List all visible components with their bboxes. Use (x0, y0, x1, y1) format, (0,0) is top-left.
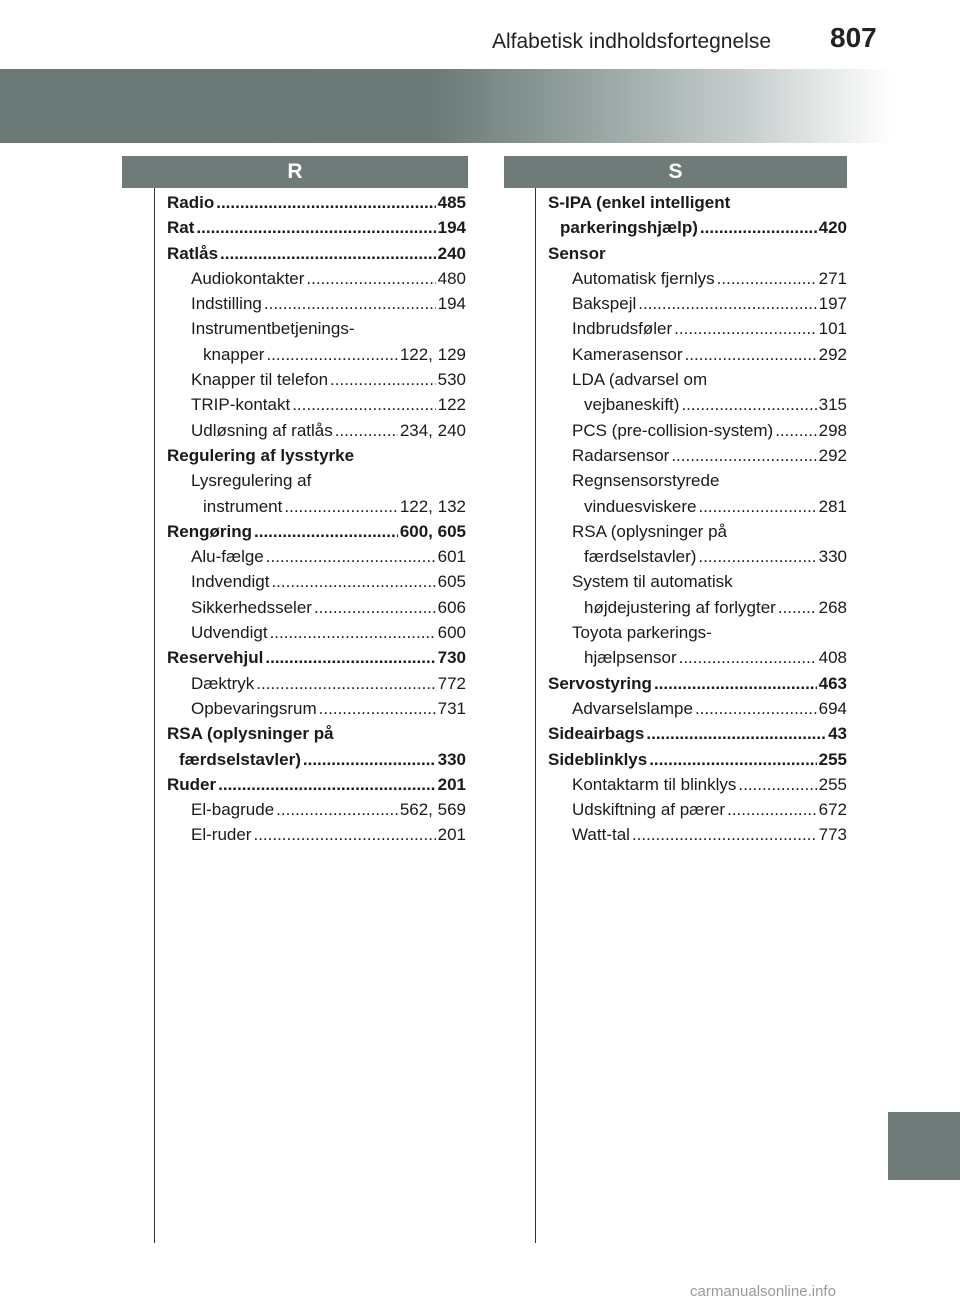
dot-leader (271, 569, 435, 594)
index-term: Opbevaringsrum (191, 698, 317, 718)
page-title: Alfabetisk indholdsfortegnelse (492, 30, 772, 53)
page-reference: 292 (818, 344, 847, 364)
dot-leader (270, 620, 436, 645)
dot-leader (778, 595, 817, 620)
index-term: Automatisk fjernlys (572, 268, 715, 288)
index-term: Rengøring (167, 521, 252, 541)
page-reference: 408 (818, 648, 847, 668)
index-term: Toyota parkerings- (572, 623, 712, 643)
index-entry (548, 494, 847, 519)
dot-leader (220, 241, 436, 266)
index-entry (548, 544, 847, 569)
index-entry (548, 316, 847, 341)
index-entry (167, 190, 466, 215)
index-entry (548, 772, 847, 797)
index-term: hjælpsensor (584, 648, 677, 668)
dot-leader (284, 494, 397, 519)
page-reference: 122, 132 (399, 496, 466, 516)
index-entry (548, 797, 847, 822)
index-entry (548, 645, 847, 670)
index-entry (167, 418, 466, 443)
page-reference: 330 (437, 749, 466, 769)
page-reference: 255 (818, 774, 847, 794)
dot-leader (266, 342, 397, 367)
index-entry (167, 747, 466, 772)
dot-leader (303, 747, 436, 772)
index-entry (548, 721, 847, 746)
dot-leader (700, 215, 817, 240)
page-reference: 485 (437, 193, 466, 212)
index-entry (167, 494, 466, 519)
index-entry (167, 291, 466, 316)
index-entry (548, 291, 847, 316)
index-entry (548, 367, 847, 392)
index-term: Regulering af lysstyrke (167, 445, 355, 465)
dot-leader (685, 342, 817, 367)
index-entry (167, 241, 466, 266)
index-term: Indbrudsføler (572, 319, 673, 339)
page-reference: 772 (437, 673, 466, 693)
index-term: Advarselslampe (572, 698, 693, 718)
dot-leader (646, 721, 826, 746)
page-reference: 463 (818, 673, 847, 693)
index-entry (167, 822, 466, 847)
index-entry (167, 569, 466, 594)
thumb-index-tab (888, 1112, 960, 1180)
dot-leader (695, 696, 817, 721)
index-term: TRIP-kontakt (191, 395, 291, 415)
index-entry (167, 215, 466, 240)
index-entry (167, 671, 466, 696)
page-reference: 562, 569 (399, 800, 466, 820)
page-reference: 730 (437, 648, 466, 668)
index-term: Udskiftning af pærer (572, 800, 726, 820)
index-entry (548, 620, 847, 645)
index-entry (548, 671, 847, 696)
index-term: Reservehjul (167, 648, 264, 668)
page-reference: 122 (437, 395, 466, 415)
index-term: Audiokontakter (191, 268, 305, 288)
index-entry (167, 468, 466, 493)
page-reference: 201 (437, 774, 466, 794)
index-entry (548, 747, 847, 772)
page-reference: 268 (818, 597, 847, 617)
dot-leader (727, 797, 817, 822)
dot-leader (276, 797, 398, 822)
index-term: RSA (oplysninger på (167, 724, 334, 744)
index-column-r (167, 190, 466, 848)
watermark: carmanualsonline.info (690, 1283, 836, 1300)
index-term: Lysregulering af (191, 471, 312, 491)
index-term: Instrumentbetjenings- (191, 319, 355, 339)
index-entry (548, 822, 847, 847)
index-entry (167, 367, 466, 392)
page-reference: 201 (437, 825, 466, 845)
index-term: Radarsensor (572, 445, 670, 465)
index-term: Sideblinklys (548, 749, 648, 769)
index-entry (548, 569, 847, 594)
page-reference: 480 (437, 268, 466, 288)
section-header-s: S (504, 156, 847, 188)
index-term: vinduesviskere (584, 496, 697, 516)
index-entry (548, 696, 847, 721)
index-term: Radio (167, 193, 215, 212)
dot-leader (681, 392, 816, 417)
page-reference: 731 (437, 698, 466, 718)
index-entry (548, 190, 847, 215)
index-term: Rat (167, 218, 195, 238)
page-reference: 271 (818, 268, 847, 288)
index-term: Indvendigt (191, 572, 270, 592)
index-entry (548, 241, 847, 266)
index-term: Watt-tal (572, 825, 630, 845)
index-entry (548, 266, 847, 291)
page-reference: 194 (437, 218, 466, 238)
index-entry (548, 519, 847, 544)
index-term: RSA (oplysninger på (572, 521, 727, 541)
index-term: Dæktryk (191, 673, 255, 693)
index-entry (167, 645, 466, 670)
dot-leader (671, 443, 816, 468)
dot-leader (306, 266, 435, 291)
index-term: Udløsning af ratlås (191, 420, 333, 440)
page-reference: 122, 129 (399, 344, 466, 364)
dot-leader (638, 291, 816, 316)
dot-leader (319, 696, 436, 721)
page-reference: 420 (818, 218, 847, 238)
index-entry (167, 797, 466, 822)
index-term: S-IPA (enkel intelligent (548, 193, 731, 212)
index-term: Bakspejl (572, 294, 637, 314)
index-entry (167, 544, 466, 569)
index-entry (167, 443, 466, 468)
index-entry (167, 620, 466, 645)
index-term: Knapper til telefon (191, 370, 329, 390)
column-divider (154, 188, 155, 1243)
dot-leader (330, 367, 436, 392)
index-entry (167, 316, 466, 341)
index-term: Ratlås (167, 243, 219, 263)
index-entry (167, 595, 466, 620)
index-term: færdselstavler) (584, 547, 697, 567)
dot-leader (218, 772, 436, 797)
index-entry (548, 468, 847, 493)
index-term: parkeringshjælp) (560, 218, 698, 238)
index-entry (167, 772, 466, 797)
page-reference: 281 (818, 496, 847, 516)
index-term: System til automatisk (572, 572, 733, 592)
index-entry (548, 595, 847, 620)
page-reference: 600 (437, 623, 466, 643)
dot-leader (292, 392, 435, 417)
index-entry (548, 215, 847, 240)
index-entry (167, 342, 466, 367)
index-term: PCS (pre-collision-system) (572, 420, 774, 440)
page-reference: 606 (437, 597, 466, 617)
dot-leader (264, 291, 436, 316)
page-reference: 330 (818, 547, 847, 567)
index-entry (167, 519, 466, 544)
page-reference: 315 (818, 395, 847, 415)
page-reference: 194 (437, 294, 466, 314)
dot-leader (266, 544, 436, 569)
dot-leader (253, 822, 435, 847)
page-reference: 255 (818, 749, 847, 769)
index-term: Regnsensorstyrede (572, 471, 720, 491)
dot-leader (196, 215, 435, 240)
dot-leader (216, 190, 435, 215)
page-reference: 43 (828, 724, 847, 744)
dot-leader (738, 772, 816, 797)
dot-leader (335, 418, 398, 443)
dot-leader (775, 418, 816, 443)
dot-leader (698, 494, 816, 519)
index-term: Ruder (167, 774, 217, 794)
index-term: LDA (advarsel om (572, 370, 708, 390)
dot-leader (254, 519, 398, 544)
index-entry (548, 342, 847, 367)
page-reference: 600, 605 (399, 521, 466, 541)
index-entry (167, 696, 466, 721)
page-reference: 240 (437, 243, 466, 263)
index-term: Sideairbags (548, 724, 645, 744)
index-term: Udvendigt (191, 623, 268, 643)
index-term: vejbaneskift) (584, 395, 680, 415)
dot-leader (654, 671, 817, 696)
page-reference: 292 (818, 445, 847, 465)
page-reference: 197 (818, 294, 847, 314)
dot-leader (674, 316, 816, 341)
index-term: færdselstavler) (179, 749, 301, 769)
dot-leader (314, 595, 436, 620)
page-reference: 234, 240 (399, 420, 466, 440)
index-term: højdejustering af forlygter (584, 597, 776, 617)
index-term: El-ruder (191, 825, 252, 845)
section-header-r: R (122, 156, 468, 188)
index-term: knapper (203, 344, 265, 364)
index-term: Alu-fælge (191, 547, 264, 567)
index-column-s (548, 190, 847, 848)
index-entry (548, 418, 847, 443)
dot-leader (717, 266, 817, 291)
dot-leader (679, 645, 817, 670)
decorative-banner (0, 69, 960, 143)
index-term: Kontaktarm til blinklys (572, 774, 737, 794)
index-entry (548, 392, 847, 417)
column-divider (535, 188, 536, 1243)
page-reference: 605 (437, 572, 466, 592)
page-reference: 101 (818, 319, 847, 339)
index-term: Sensor (548, 243, 606, 263)
dot-leader (265, 645, 435, 670)
index-entry (167, 721, 466, 746)
dot-leader (649, 747, 816, 772)
dot-leader (256, 671, 435, 696)
page-reference: 601 (437, 547, 466, 567)
index-entry (167, 392, 466, 417)
dot-leader (698, 544, 816, 569)
index-term: instrument (203, 496, 283, 516)
dot-leader (632, 822, 817, 847)
page-reference: 530 (437, 370, 466, 390)
index-term: El-bagrude (191, 800, 275, 820)
page-number: 807 (830, 22, 877, 53)
page-reference: 298 (818, 420, 847, 440)
index-term: Sikkerhedsseler (191, 597, 312, 617)
page-reference: 694 (818, 698, 847, 718)
page-reference: 672 (818, 800, 847, 820)
index-entry (548, 443, 847, 468)
index-term: Servostyring (548, 673, 652, 693)
index-term: Indstilling (191, 294, 262, 314)
index-entry (167, 266, 466, 291)
page-reference: 773 (818, 825, 847, 845)
page-header (0, 0, 960, 62)
index-term: Kamerasensor (572, 344, 683, 364)
